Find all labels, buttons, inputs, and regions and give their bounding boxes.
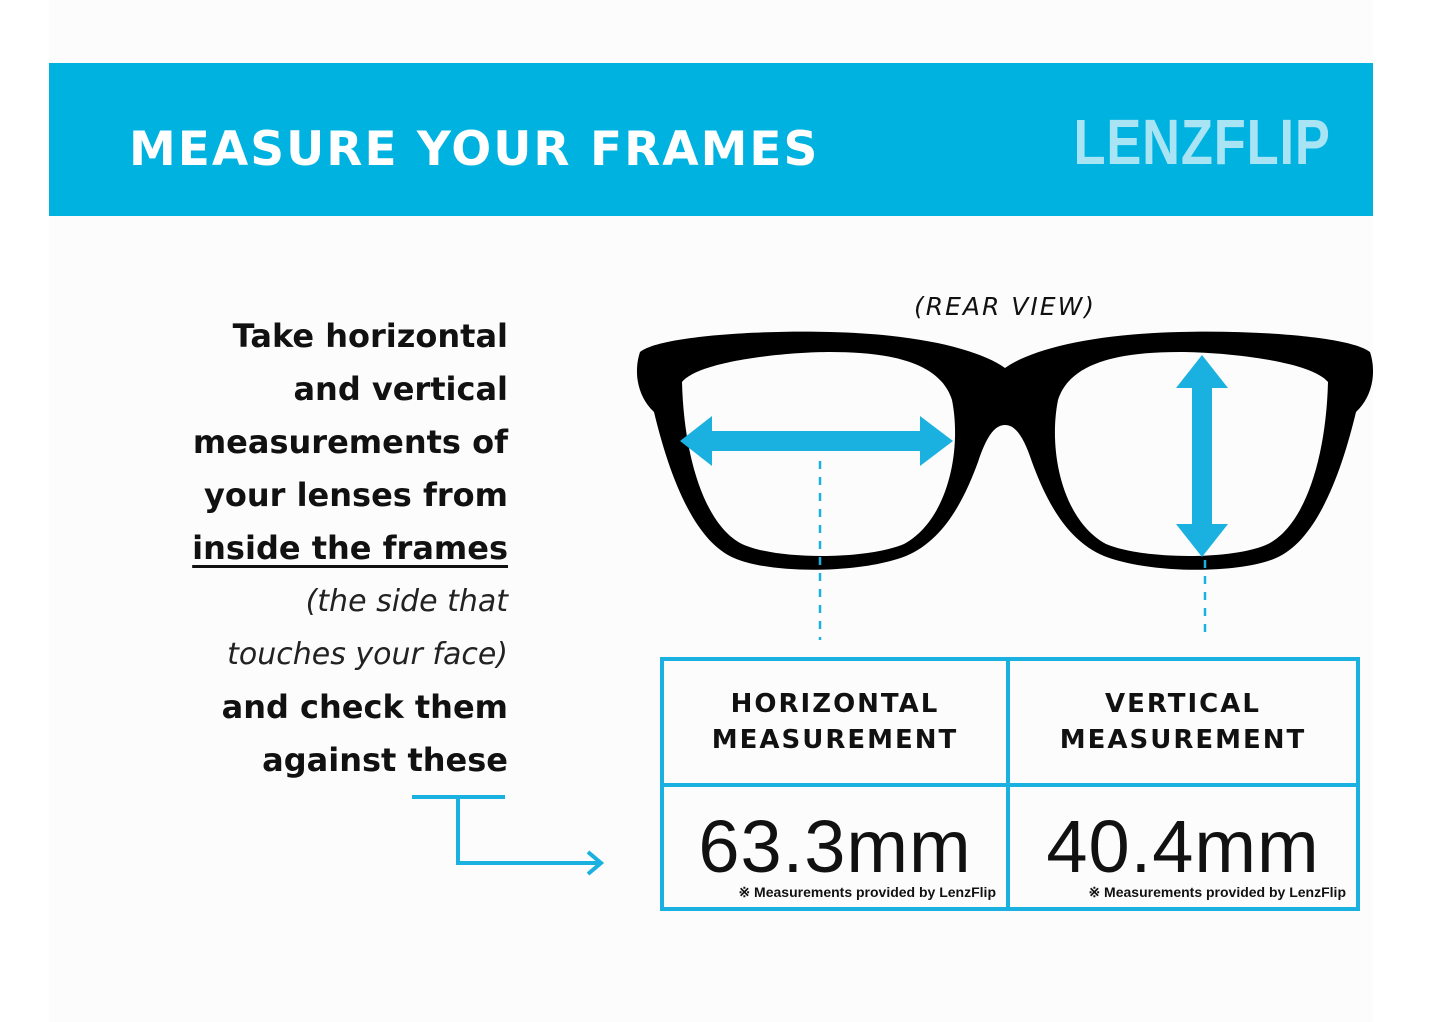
horizontal-value: 63.3mm [698,805,972,888]
instruction-line: against these [262,741,508,779]
vertical-value-cell [1010,787,1356,907]
measurement-table [660,657,1360,911]
instruction-line-italic: touches your face) [227,637,508,672]
pointer-arrow [412,797,600,863]
vertical-header-cell [1010,661,1356,787]
instruction-line-underlined: inside the frames [192,529,508,567]
horizontal-header-cell [664,661,1010,787]
horizontal-arrow [680,416,953,466]
instruction-line: your lenses from [204,476,508,514]
instruction-line: and check them [221,688,508,726]
vertical-label: VERTICAL MEASUREMENT [1059,689,1307,755]
brand-logo: LENZFLIP [1073,106,1331,178]
instruction-line: measurements of [192,423,508,461]
vertical-arrow [1176,355,1228,557]
horizontal-label: HORIZONTAL MEASUREMENT [711,689,959,755]
rear-view-label: (REAR VIEW) [913,292,1097,321]
horizontal-note: ※ Measurements provided by LenzFlip [738,884,996,900]
instruction-line: and vertical [293,370,508,408]
vertical-value: 40.4mm [1046,805,1320,888]
vertical-note: ※ Measurements provided by LenzFlip [1088,884,1346,900]
instruction-line: Take horizontal [232,317,508,355]
instruction-line-italic: (the side that [305,584,508,619]
horizontal-value-cell [664,787,1010,907]
page-title: MEASURE YOUR FRAMES [129,122,820,177]
